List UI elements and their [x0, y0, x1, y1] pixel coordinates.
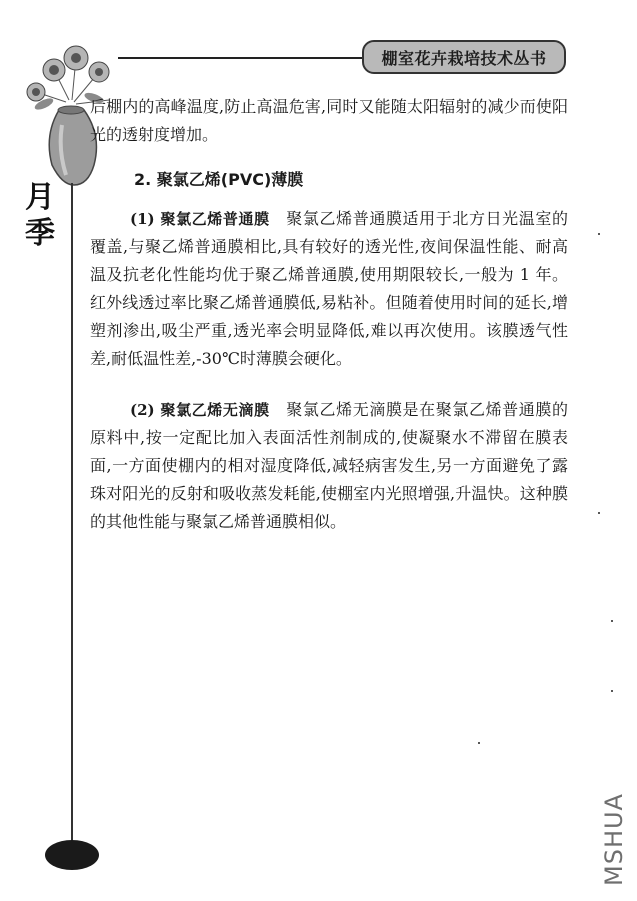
series-title-banner — [362, 40, 566, 74]
intro-paragraph: 后棚内的高峰温度,防止高温危害,同时又能随太阳辐射的减少而使阳光的透射度增加。 — [90, 97, 568, 144]
watermark: MSHUA — [600, 793, 628, 887]
series-title: 棚室花卉栽培技术丛书 — [381, 48, 547, 68]
scan-speck — [611, 620, 613, 622]
scan-speck — [598, 233, 600, 235]
paragraph-item-2 — [90, 396, 568, 536]
item-2-text: 聚氯乙烯无滴膜是在聚氯乙烯普通膜的原料中,按一定配比加入表面活性剂制成的,使凝聚水不滞留在膜表面,一方面使棚内的相对湿度降低,减轻病害发生,另一方面避免了露珠对阳光的反射和吸收蒸发耗能,使棚室内光照增强,升温快。这种膜的其他性能与聚氯乙烯普通膜相似。 — [90, 400, 568, 531]
item-1-text: 聚氯乙烯普通膜适用于北方日光温室的覆盖,与聚乙烯普通膜相比,具有较好的透光性,夜间保温性能、耐高温及抗老化性能均优于聚乙烯普通膜,使用期限较长,一般为 1 年。红外线透过率比聚乙烯普通膜低,易粘补。但随着使用时间的延长,增塑剂渗出,吸尘严重,透光率会明显降低,难以再次使用。该膜透气性差,耐低温性差,-30℃时薄膜会硬化。 — [90, 209, 568, 368]
margin-rule — [71, 183, 73, 853]
scan-speck — [598, 512, 600, 514]
section-heading: 2. 聚氯乙烯(PVC)薄膜 — [134, 170, 304, 189]
header-rule — [118, 57, 368, 59]
paragraph-item-1 — [90, 205, 568, 373]
scan-speck — [478, 742, 480, 744]
page-number-badge — [45, 840, 99, 870]
chapter-month-label: 月季 — [25, 180, 55, 251]
item-2-label: (2) 聚氯乙烯无滴膜 — [130, 401, 270, 419]
item-1-label: (1) 聚氯乙烯普通膜 — [130, 210, 270, 228]
scan-speck — [611, 690, 613, 692]
